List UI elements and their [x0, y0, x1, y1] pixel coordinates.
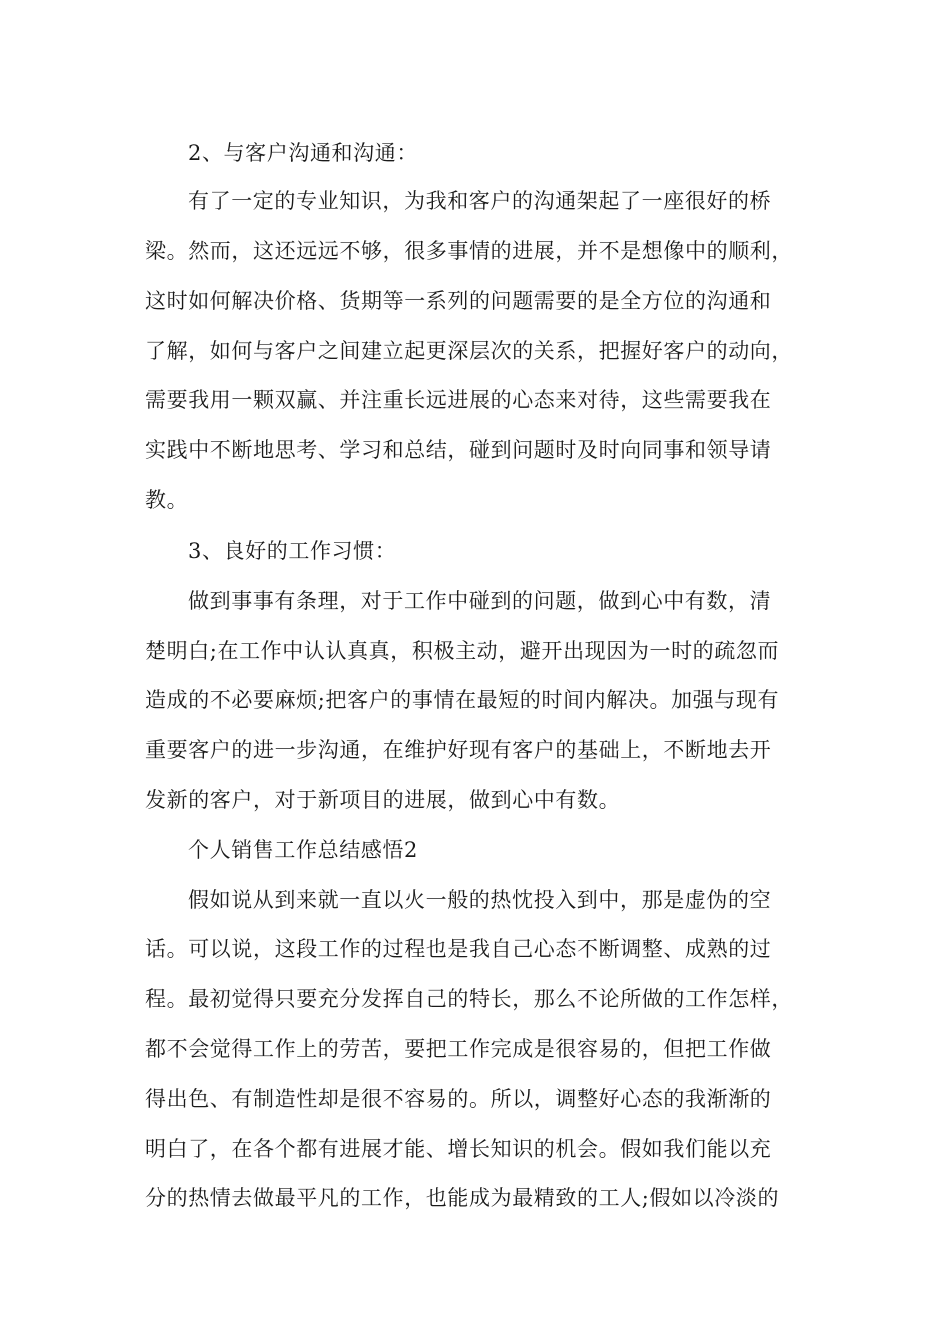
- section-heading-work-habits: 3、良好的工作习惯：: [188, 539, 397, 563]
- paragraph-line: 教。: [145, 488, 189, 512]
- paragraph-line: 得出色、有制造性却是很不容易的。所以，调整好心态的我渐渐的: [145, 1087, 772, 1111]
- paragraph-line: 楚明白;在工作中认认真真，积极主动，避开出现因为一时的疏忽而: [145, 639, 780, 663]
- paragraph-line: 重要客户的进一步沟通，在维护好现有客户的基础上，不断地去开: [145, 738, 772, 762]
- paragraph-line: 话。可以说，这段工作的过程也是我自己心态不断调整、成熟的过: [145, 937, 772, 961]
- paragraph-line: 梁。然而，这还远远不够，很多事情的进展，并不是想像中的顺利，: [145, 239, 793, 263]
- paragraph-line: 这时如何解决价格、货期等一系列的问题需要的是全方位的沟通和: [145, 289, 772, 313]
- paragraph-line: 做到事事有条理，对于工作中碰到的问题，做到心中有数，清: [188, 589, 772, 613]
- paragraph-line: 需要我用一颗双赢、并注重长远进展的心态来对待，这些需要我在: [145, 388, 772, 412]
- paragraph-line: 发新的客户，对于新项目的进展，做到心中有数。: [145, 788, 621, 812]
- section-title-summary-2: 个人销售工作总结感悟2: [188, 838, 418, 862]
- paragraph-line: 实践中不断地思考、学习和总结，碰到问题时及时向同事和领导请: [145, 438, 772, 462]
- paragraph-line: 程。最初觉得只要充分发挥自己的特长，那么不论所做的工作怎样，: [145, 987, 793, 1011]
- paragraph-line: 假如说从到来就一直以火一般的热忱投入到中，那是虚伪的空: [188, 888, 772, 912]
- paragraph-line: 有了一定的专业知识，为我和客户的沟通架起了一座很好的桥: [188, 189, 772, 213]
- paragraph-line: 造成的不必要麻烦;把客户的事情在最短的时间内解决。加强与现有: [145, 688, 780, 712]
- paragraph-line: 明白了，在各个都有进展才能、增长知识的机会。假如我们能以充: [145, 1137, 772, 1161]
- paragraph-line: 都不会觉得工作上的劳苦，要把工作完成是很容易的，但把工作做: [145, 1037, 772, 1061]
- section-heading-communication: 2、与客户沟通和沟通：: [188, 141, 418, 165]
- paragraph-line: 了解，如何与客户之间建立起更深层次的关系，把握好客户的动向，: [145, 339, 793, 363]
- paragraph-line: 分的热情去做最平凡的工作，也能成为最精致的工人;假如以冷淡的: [145, 1186, 780, 1210]
